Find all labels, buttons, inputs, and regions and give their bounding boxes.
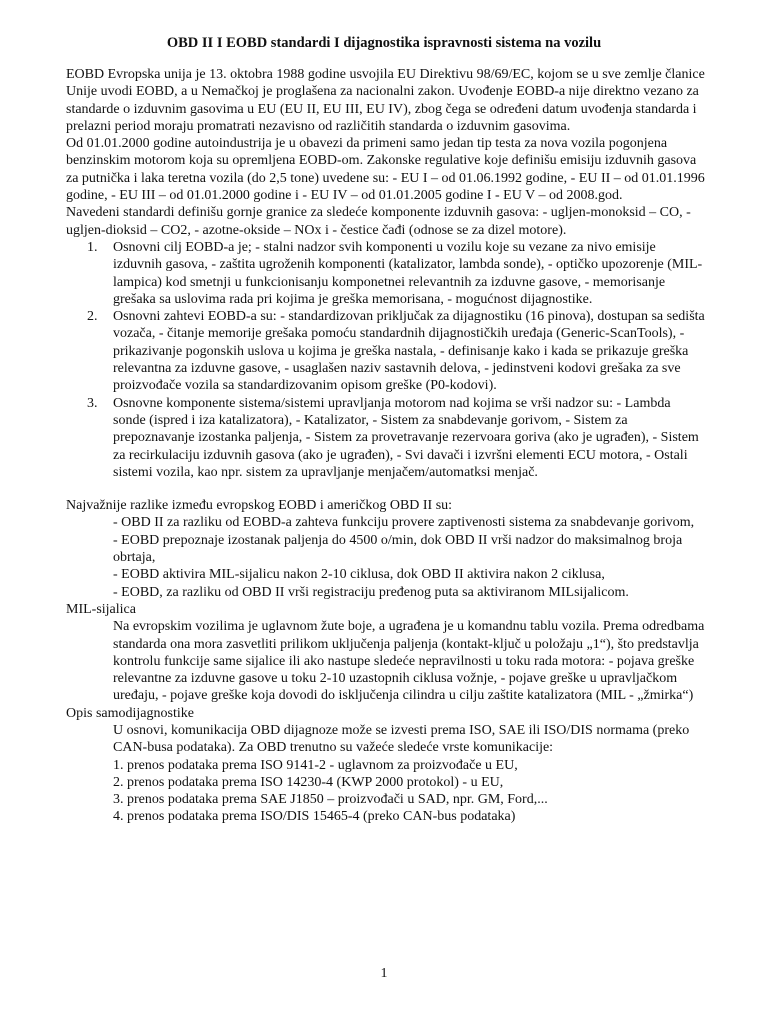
intro-paragraph: EOBD Evropska unija je 13. oktobra 1988 godine usvojila EU Direktivu 98/69/EC, kojom se u sve zemlje članice Unije uvodi EOBD, a u Nemačkoj je proglašena za nacionalni zakon. Uvođenje EOBD-a nije direktno vezano za standarde o izduvnim gasovima u EU (EU II, EU III, EU IV), zbog čega se određeni datum uvođenja standarda i prelazni period moraju promatrati nezavisno od različitih standarda o izduvnim gasovima. [66,67,705,134]
selfdiag-heading: Opis samodijagnostike [66,705,194,721]
difference-item: - OBD II za razliku od EOBD-a zahteva funkciju provere zaptivenosti sistema za snabdevanje gorivom, [113,515,695,531]
protocol-item: 4. prenos podataka prema ISO/DIS 15465-4 (preko CAN-bus podataka) [113,809,516,825]
list-item [66,395,706,481]
page-number: 1 [380,966,388,981]
differences-list [66,514,706,600]
list-item-number: 3. [87,395,98,411]
selfdiag-intro: U osnovi, komunikacija OBD dijagnoze može se izvesti prema ISO, SAE ili ISO/DIS normama (preko CAN-busa podataka). Za OBD trenutno su važeće sledeće vrste komunikacije: [113,722,690,756]
protocol-item: 2. prenos podataka prema ISO 14230-4 (KWP 2000 protokol) - u EU, [113,774,504,790]
protocol-item: 3. prenos podataka prema SAE J1850 – proizvođači u SAD, npr. GM, Ford,... [113,792,548,808]
difference-item: - EOBD, za razliku od OBD II vrši registraciju pređenog puta sa aktiviranom MILsijalicom. [113,584,629,600]
intro-paragraph: Navedeni standardi definišu gornje granice za sledeće komponente izduvnih gasova: - ugljen-monoksid – CO, - ugljen-dioksid – CO2, - azotne-okside – NOx i - čestice čađi (odnose se za dizel motore). [66,205,691,238]
mil-section [66,618,706,704]
list-item-text: Osnovne komponente sistema/sistemi upravljanja motorom nad kojima se vrši nadzor su: - Lambda sonde (ispred i iza katalizatora), - Katalizator, - Sistem za snabdevanje gorivom, - Sistem za prepoznavanje izostanka paljenja, - Sistem za provetravanje rezervoara goriva (ako je ugrađen), - Sistem za recirkulaciju izduvnih gasova (ako je ugrađen), - Svi davači i izvršni elementi ECU motora, - Ostali sistemi vozila, kao npr. sistem za upravljanje menjačem/automatksi menjač. [113,395,699,480]
list-item-text: Osnovni cilj EOBD-a je; - stalni nadzor svih komponenti u vozilu koje su vezane za nivo emisije izduvnih gasova, - zaštita ugroženih komponenti (katalizator, lambda sonde), - optičko upozorenje (MIL-lampica) kod smetnji u funkcionisanju komponetnei relevantnih za izduvne gasove, - memorisanje grešaka sa uslovima rada pri kojima je greška memorisana, - mogućnost dijagnostike. [113,239,703,307]
mil-heading: MIL-sijalica [66,601,136,617]
list-item [66,308,706,394]
list-item-number: 2. [87,309,98,325]
numbered-list [66,239,706,481]
list-item [66,239,706,308]
mil-text: Na evropskim vozilima je uglavnom žute boje, a ugrađena je u komandnu tablu vozila. Prema odredbama standarda ona mora zasvetliti prilikom uključenja paljenja (kontakt-ključ u položaju „1“), što predstavlja kontrolu funkcije same sijalice ili ako nastupe sledeće nepravilnosti u toku rada motora: - pojava greške relevantne za izduvne gasove u toku 2-10 uzastopnih ciklusa vožnje, - pojave greške u upravljačkom uređaju, - pojave greške koja dovodi do isključenja cilindra u cilju zaštite katalizatora (MIL - „žmirka“) [113,619,705,704]
list-item-text: Osnovni zahtevi EOBD-a su: - standardizovan priključak za dijagnostiku (16 pinova), dostupan sa sedišta vozača, - čitanje memorije grešaka pomoću standardnih dijagnostičkih uređaja (Generic-ScanTools), - prikazivanje pogonskih uslova u kojima je greška nastala, - definisanje kako i kada se prikazuje greška relevantna za izduvne gasove, - usaglašen naziv sastavnih delova, - jedinstveni kodovi grešaka za sve proizvođače vozila sa standardizovanim opisom greške (P0-kodovi). [113,309,705,394]
intro-paragraph: Od 01.01.2000 godine autoindustrija je u obavezi da primeni samo jedan tip testa za nova vozila pogonjena benzinskim motorom koja su opremljena EOBD-om. Zakonske regulative koje definišu emisiju izduvnih gasova za putnička i laka teretna vozila (do 2,5 tone) uvedene su: - EU I – od 01.06.1992 godine, - EU II – od 01.01.1996 godine, - EU III – od 01.01.2000 godine i - EU IV – od 01.01.2005 godine I - EU V – od 2008.god. [66,136,705,204]
spacer [66,481,706,497]
selfdiag-section [66,722,706,826]
difference-item: - EOBD prepoznaje izostanak paljenja do 4500 o/min, dok OBD II vrši nadzor do maksimalnog broja obrtaja, [113,532,683,566]
document-title: OBD II I EOBD standardi I dijagnostika ispravnosti sistema na vozilu [166,35,602,51]
differences-heading: Najvažnije razlike između evropskog EOBD i američkog OBD II su: [66,498,453,514]
difference-item: - EOBD aktivira MIL-sijalicu nakon 2-10 ciklusa, dok OBD II aktivira nakon 2 ciklusa, [113,567,605,583]
list-item-number: 1. [87,239,98,255]
document-body [66,66,706,826]
protocol-item: 1. prenos podataka prema ISO 9141-2 - uglavnom za proizvođače u EU, [113,757,518,773]
